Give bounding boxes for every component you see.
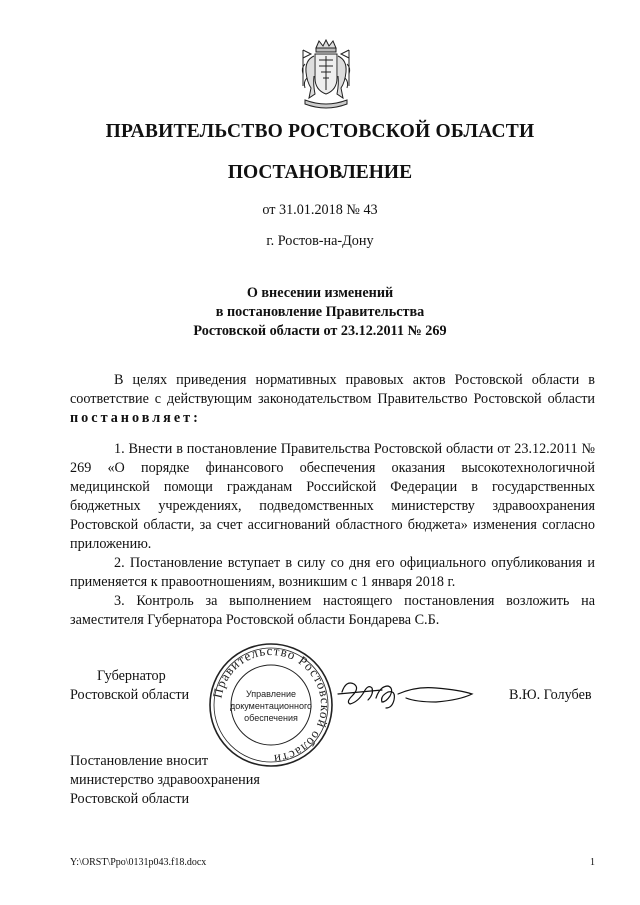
subject-line: Ростовской области от 23.12.2011 № 269	[193, 323, 447, 339]
position-title: Губернатор	[97, 668, 166, 684]
position-region: Ростовской области	[70, 687, 190, 703]
subject-line: в постановление Правительства	[215, 304, 425, 320]
signer-name: В.Ю. Голубев	[509, 687, 592, 703]
document-date-number: от 31.01.2018 № 43	[262, 202, 378, 218]
submitter-block	[70, 752, 330, 809]
government-title: ПРАВИТЕЛЬСТВО РОСТОВСКОЙ ОБЛАСТИ	[105, 121, 535, 142]
submitter-line: Постановление вносит	[70, 753, 209, 769]
subject-line: О внесении изменений	[246, 285, 394, 301]
preamble-text: В целях приведения нормативных правовых актов Ростовской области в соответствие с действующим законодательством Правительство Ростовской области	[70, 372, 595, 407]
submitter-line: Ростовской области	[70, 791, 190, 807]
preamble	[70, 371, 595, 428]
decree-item: 2. Постановление вступает в силу со дня его официального опубликования и применяется к правоотношениям, возникшим с 1 января 2018 г.	[70, 555, 595, 590]
seal-inner-line: документационного	[229, 701, 313, 711]
official-seal	[207, 641, 335, 769]
page-number: 1	[590, 857, 595, 868]
handwritten-signature	[336, 672, 476, 712]
decree-keyword: постановляет:	[70, 410, 201, 426]
coat-of-arms-emblem	[297, 38, 355, 112]
seal-outer-text: Правительство Ростовской области	[209, 642, 334, 768]
seal-inner-line: обеспечения	[244, 713, 298, 723]
decree-item: 3. Контроль за выполнением настоящего постановления возложить на заместителя Губернатора Ростовской области Бондарева С.Б.	[70, 593, 595, 628]
document-subject	[0, 284, 640, 341]
preamble-paragraph	[70, 371, 595, 428]
file-path: Y:\ORST\Ppo\0131p043.f18.docx	[70, 857, 207, 868]
decree-item: 1. Внести в постановление Правительства Ростовской области от 23.12.2011 № 269 «О порядке финансового обеспечения оказания высокотехнологичной медицинской помощи гражданам Российской Федерации в государственных бюджетных учреждениях, подведомственных министерству здравоохранения Ростовской области, за счет ассигнований областного бюджета» изменения согласно приложению.	[70, 441, 595, 552]
decree-items	[70, 440, 595, 630]
seal-inner-line: Управление	[245, 689, 297, 699]
document-type: ПОСТАНОВЛЕНИЕ	[227, 162, 413, 183]
submitter-line: министерство здравоохранения	[70, 772, 260, 788]
document-place: г. Ростов-на-Дону	[266, 233, 374, 249]
